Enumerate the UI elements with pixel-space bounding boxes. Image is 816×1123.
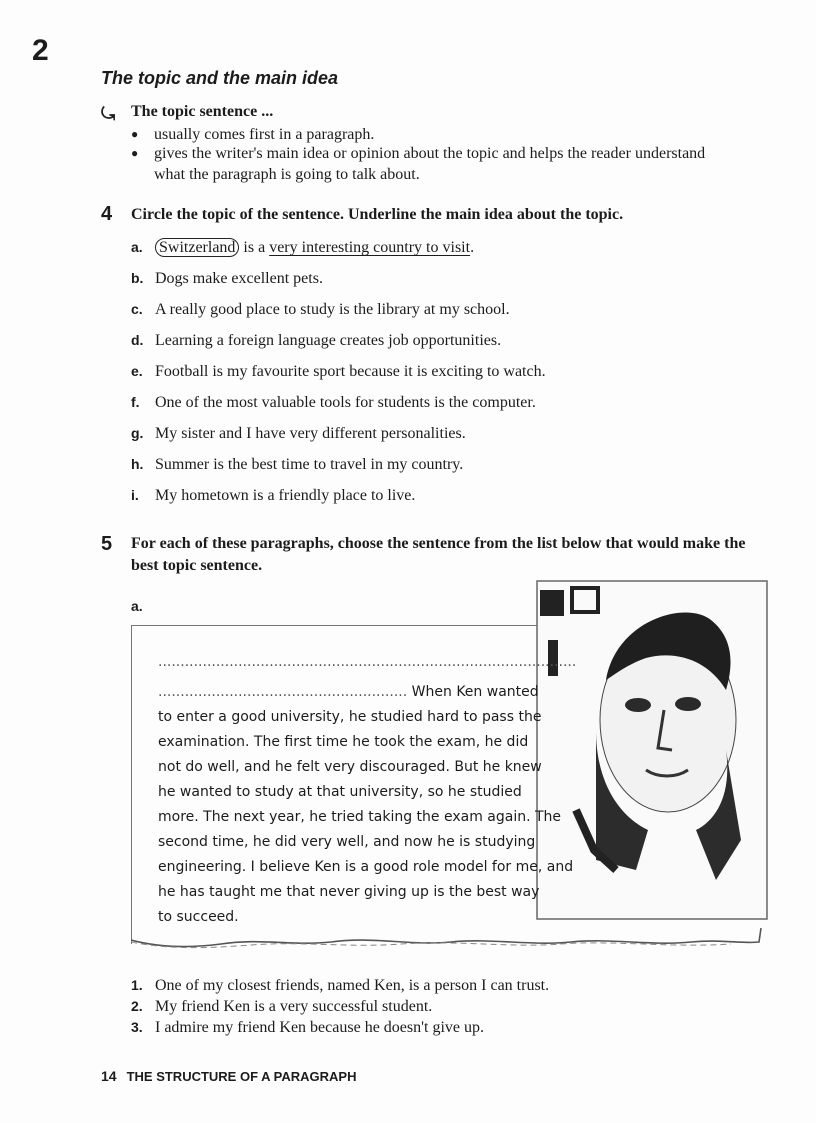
- page-footer: [101, 1068, 356, 1084]
- paragraph-line: to enter a good university, he studied hard to pass the: [158, 709, 542, 725]
- exercise-4-number: 4: [101, 203, 113, 225]
- sentence-item: [131, 298, 510, 320]
- item-text: Football is my favourite sport because it is exciting to watch.: [155, 363, 546, 380]
- paragraph-line: second time, he did very well, and now he is studying: [158, 834, 536, 850]
- choice-text: My friend Ken is a very successful student.: [155, 998, 433, 1015]
- example-middle-text: is a: [239, 239, 270, 256]
- tip-heading: The topic sentence ...: [131, 103, 274, 120]
- sentence-item: [131, 484, 415, 506]
- item-letter: b.: [131, 270, 144, 286]
- choice-number: 3.: [131, 1019, 143, 1035]
- bullet-dot-icon: ●: [131, 127, 139, 141]
- sentence-item: [131, 422, 466, 444]
- paragraph-line: he has taught me that never giving up is the best way: [158, 884, 540, 900]
- circled-topic: Switzerland: [155, 238, 239, 257]
- choice-text: One of my closest friends, named Ken, is a person I can trust.: [155, 977, 550, 994]
- topic-sentence-choice: [131, 975, 549, 996]
- item-text: Summer is the best time to travel in my country.: [155, 456, 464, 473]
- item-letter: e.: [131, 363, 143, 379]
- paragraph-line: examination. The first time he took the exam, he did: [158, 734, 529, 750]
- bullet-dot-icon: ●: [131, 146, 139, 160]
- item-letter: c.: [131, 301, 143, 317]
- paragraph-text: When Ken wanted: [411, 684, 539, 700]
- choice-text: I admire my friend Ken because he doesn't give up.: [155, 1019, 484, 1036]
- choice-number: 2.: [131, 998, 143, 1014]
- sentence-item: [131, 267, 323, 289]
- running-title: THE STRUCTURE OF A PARAGRAPH: [126, 1069, 357, 1084]
- item-letter: i.: [131, 487, 139, 503]
- item-text: My hometown is a friendly place to live.: [155, 487, 416, 504]
- tip-bullet-text: usually comes first in a paragraph.: [154, 126, 375, 143]
- panel-torn-edge: [131, 928, 771, 958]
- underlined-main-idea: very interesting country to visit: [269, 239, 471, 256]
- answer-blank-line: ..............................................................................................: [158, 654, 577, 670]
- item-text: Learning a foreign language creates job opportunities.: [155, 332, 502, 349]
- paragraph-line: he wanted to study at that university, so he studied: [158, 784, 522, 800]
- paragraph-line: to succeed.: [158, 909, 239, 925]
- item-text: Dogs make excellent pets.: [155, 270, 323, 287]
- item-letter: a.: [131, 239, 143, 255]
- item-text: A really good place to study is the library at my school.: [155, 301, 510, 318]
- exercise-5-number: 5: [101, 533, 113, 555]
- paragraph-line: [158, 680, 539, 705]
- answer-blank-line: ........................................................: [158, 684, 408, 700]
- section-title: The topic and the main idea: [101, 68, 339, 88]
- exercise-4-example: [131, 236, 474, 258]
- choice-number: 1.: [131, 977, 143, 993]
- sentence-item: [131, 391, 536, 413]
- paragraph-label: a.: [131, 598, 143, 614]
- tip-arrow-icon: ⤿: [101, 104, 116, 123]
- topic-sentence-choice: [131, 996, 432, 1017]
- unit-number: 2: [32, 34, 49, 67]
- paragraph-line: more. The next year, he tried taking the exam again. The: [158, 809, 562, 825]
- sentence-item: [131, 360, 546, 382]
- sentence-item: [131, 453, 463, 475]
- item-text: My sister and I have very different personalities.: [155, 425, 466, 442]
- sentence-item: [131, 329, 501, 351]
- topic-sentence-choice: [131, 1017, 484, 1038]
- item-letter: d.: [131, 332, 144, 348]
- exercise-5-instruction: For each of these paragraphs, choose the sentence from the list below that would make the best topic sentence.: [131, 535, 746, 574]
- example-end-text: .: [470, 239, 475, 256]
- tip-bullet-text: gives the writer's main idea or opinion about the topic and helps the reader understand what the paragraph is going to talk about.: [154, 145, 706, 183]
- paragraph-line: not do well, and he felt very discouraged. But he knew: [158, 759, 542, 775]
- item-text: One of the most valuable tools for students is the computer.: [155, 394, 536, 411]
- item-letter: g.: [131, 425, 144, 441]
- item-letter: h.: [131, 456, 144, 472]
- item-letter: f.: [131, 394, 140, 410]
- paragraph-line: engineering. I believe Ken is a good role model for me, and: [158, 859, 574, 875]
- exercise-4-instruction: Circle the topic of the sentence. Underline the main idea about the topic.: [131, 206, 624, 223]
- page-number: 14: [101, 1068, 117, 1084]
